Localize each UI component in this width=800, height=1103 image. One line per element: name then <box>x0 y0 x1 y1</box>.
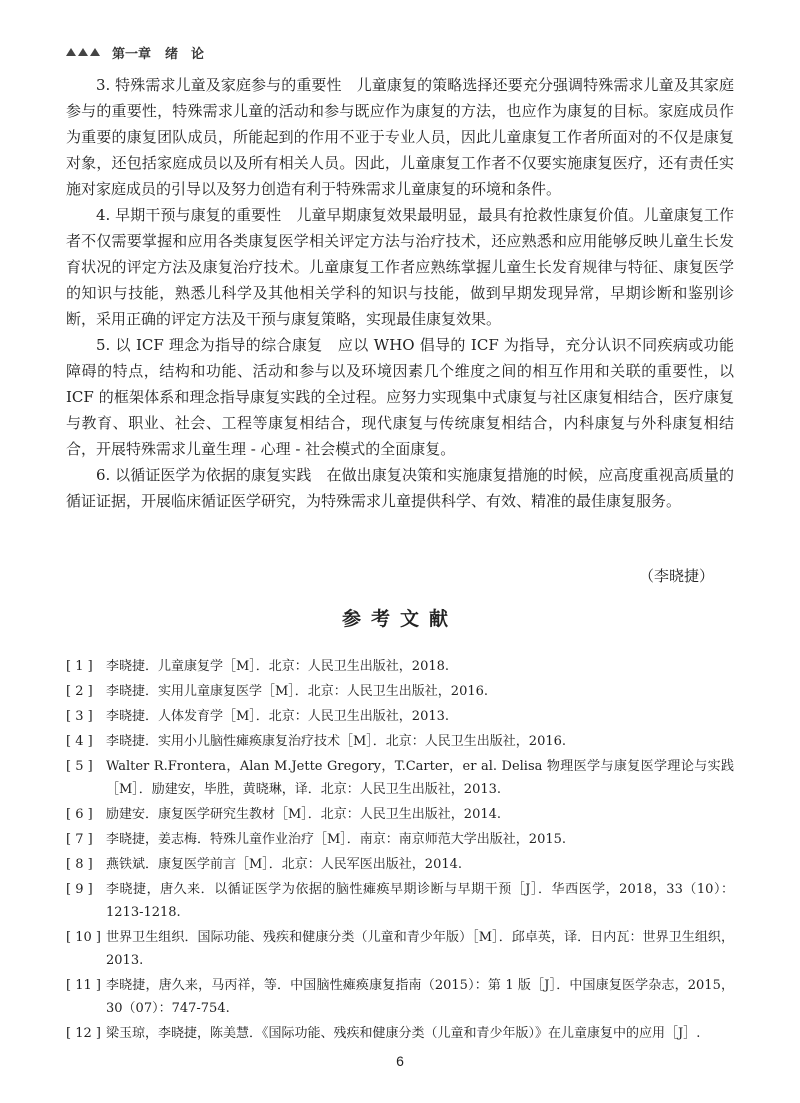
reference-list <box>66 655 734 1047</box>
reference-item: [ 10 ] 世界卫生组织．国际功能、残疾和健康分类（儿童和青少年版）［M］．邱卓英，译．日内瓦：世界卫生组织，2013. <box>66 930 734 968</box>
page-number: 6 <box>396 1053 404 1069</box>
chapter-label: 第一章 <box>112 46 152 62</box>
reference-item: [ 5 ] Walter R.Frontera，Alan M.Jette Gregory，T.Carter，er al. Delisa 物理医学与康复医学理论与实践［M］．励建安，毕胜，黄晓琳，译．北京：人民卫生出版社，2013. <box>66 759 734 797</box>
reference-item: [ 7 ] 李晓捷，姜志梅．特殊儿童作业治疗［M］．南京：南京师范大学出版社，2015. <box>66 832 567 847</box>
reference-item: [ 1 ] 李晓捷．儿童康复学［M］．北京：人民卫生出版社，2018. <box>66 659 450 674</box>
reference-item: [ 3 ] 李晓捷．人体发育学［M］．北京：人民卫生出版社，2013. <box>66 709 450 724</box>
body-text <box>66 72 734 514</box>
paragraph-3: 3. 特殊需求儿童及家庭参与的重要性 儿童康复的策略选择还要充分强调特殊需求儿童及其家庭参与的重要性，特殊需求儿童的活动和参与既应作为康复的方法，也应作为康复的目标。家庭成员作为重要的康复团队成员，所能起到的作用不亚于专业人员，因此儿童康复工作者所面对的不仅是康复对象，还包括家庭成员以及所有相关人员。因此，儿童康复工作者不仅要实施康复医疗，还有责任实施对家庭成员的引导以及努力创造有利于特殊需求儿童康复的环境和条件。 <box>66 76 734 198</box>
reference-item: [ 8 ] 燕铁斌．康复医学前言［M］．北京：人民军医出版社，2014. <box>66 857 463 872</box>
reference-item: [ 4 ] 李晓捷．实用小儿脑性瘫痪康复治疗技术［M］．北京：人民卫生出版社，2016. <box>66 734 567 749</box>
section-author: （李晓捷） <box>638 567 714 585</box>
references-title: 参考文献 <box>341 608 458 630</box>
paragraph-5: 5. 以 ICF 理念为指导的综合康复 应以 WHO 倡导的 ICF 为指导，充分认识不同疾病或功能障碍的特点，结构和功能、活动和参与以及环境因素几个维度之间的相互作用和关联的重要性，以 ICF 的框架体系和理念指导康复实践的全过程。应努力实现集中式康复与社区康复相结合，医疗康复与教育、职业、社会、工程等康复相结合，现代康复与传统康复相结合，内科康复与外科康复相结合，开展特殊需求儿童生理 - 心理 - 社会模式的全面康复。 <box>66 336 734 458</box>
chapter-title: 绪 论 <box>165 46 205 62</box>
reference-item: [ 12 ] 梁玉琼，李晓捷，陈美慧．《国际功能、残疾和健康分类（儿童和青少年版）》在儿童康复中的应用［J］. <box>66 1026 701 1041</box>
paragraph-4: 4. 早期干预与康复的重要性 儿童早期康复效果最明显，最具有抢救性康复价值。儿童康复工作者不仅需要掌握和应用各类康复医学相关评定方法与治疗技术，还应熟悉和应用能够反映儿童生长发育状况的评定方法及康复治疗技术。儿童康复工作者应熟练掌握儿童生长发育规律与特征、康复医学的知识与技能，熟悉儿科学及其他相关学科的知识与技能，做到早期发现异常，早期诊断和鉴别诊断，采用正确的评定方法及干预与康复策略，实现最佳康复效果。 <box>66 206 734 328</box>
running-header <box>66 44 204 60</box>
reference-item: [ 11 ] 李晓捷，唐久来，马丙祥，等．中国脑性瘫痪康复指南（2015）：第 1 版［J］．中国康复医学杂志，2015，30（07）：747-754. <box>66 978 734 1016</box>
paragraph-6: 6. 以循证医学为依据的康复实践 在做出康复决策和实施康复措施的时候，应高度重视高质量的循证证据，开展临床循证医学研究，为特殊需求儿童提供科学、有效、精准的最佳康复服务。 <box>66 466 734 510</box>
reference-item: [ 2 ] 李晓捷．实用儿童康复医学［M］．北京：人民卫生出版社，2016. <box>66 684 489 699</box>
reference-item: [ 6 ] 励建安．康复医学研究生教材［M］．北京：人民卫生出版社，2014. <box>66 807 502 822</box>
reference-item: [ 9 ] 李晓捷，唐久来．以循证医学为依据的脑性瘫痪早期诊断与早期干预［J］．华西医学，2018，33（10）：1213-1218. <box>66 882 734 920</box>
header-triangle-icon <box>66 48 102 56</box>
